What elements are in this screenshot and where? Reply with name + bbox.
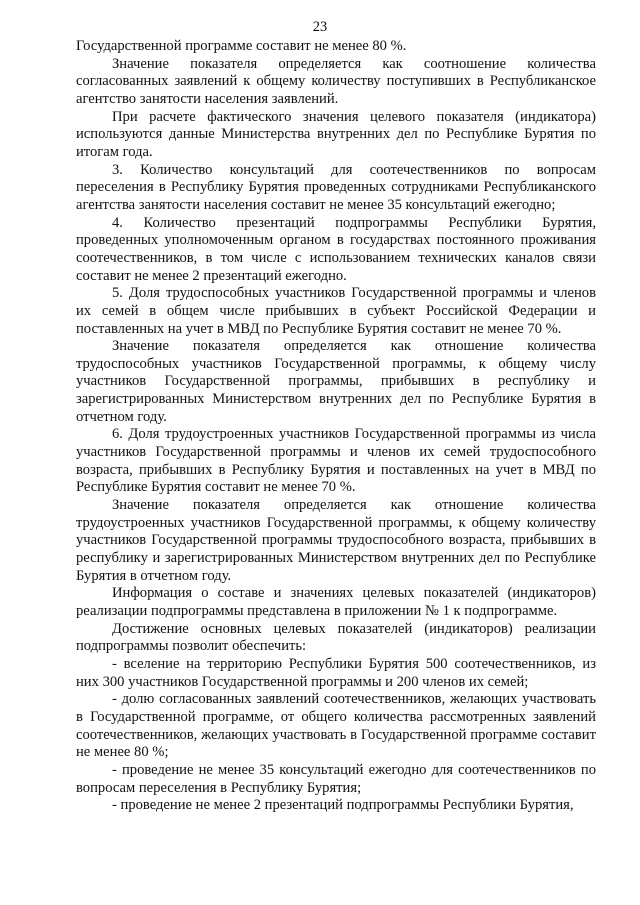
paragraph-item-5-definition: Значение показателя определяется как отношение количества трудоспособных участников Государственной программы, к общему числу участников Государственной программы, прибывших в республику и зарегистрированных Министерством внутренних дел по Республике Бурятия в отчетном году. (76, 338, 596, 425)
paragraph-item-4: 4. Количество презентаций подпрограммы Республики Бурятия, проведенных уполномоченным органом в государствах постоянного проживания соотечественников, в том числе с использованием технических каналов связи составит не менее 2 презентаций ежегодно. (76, 214, 596, 284)
list-item-approved-applications: - долю согласованных заявлений соотечественников, желающих участвовать в Государственной программе, от общего количества рассмотренных заявлений соотечественников, желающих участвовать в Государственной программе составит не менее 80 %; (76, 691, 596, 761)
list-item-presentations: - проведение не менее 2 презентаций подпрограммы Республики Бурятия, (112, 797, 574, 814)
paragraph-item-6-definition: Значение показателя определяется как отношение количества трудоустроенных участников Государственной программы, к общему количеству участников Государственной программы трудоспособного возраста, прибывших в республику и зарегистрированных Министерством внутренних дел по Республике Бурятия в отчетном году. (76, 497, 596, 584)
paragraph-indicator-definition: Значение показателя определяется как соотношение количества согласованных заявлений к общему количеству поступивших в Республиканское агентство занятости населения заявлений. (76, 55, 596, 107)
list-item-consultations: - проведение не менее 35 консультаций ежегодно для соотечественников по вопросам переселения в Республику Бурятия; (76, 761, 596, 796)
paragraph-item-6: 6. Доля трудоустроенных участников Государственной программы из числа участников Государственной программы и членов их семей трудоспособного возраста, прибывших в Республику Бурятия и поставленных на учет в МВД по Республике Бурятия составит не менее 70 %. (76, 426, 596, 496)
document-body (76, 38, 596, 815)
paragraph-item-5: 5. Доля трудоспособных участников Государственной программы и членов их семей в общем числе прибывших в субъект Российской Федерации и поставленных на учет в МВД по Республике Бурятия составит не менее 70 %. (76, 285, 596, 337)
paragraph-continuation: Государственной программе составит не менее 80 %. (76, 38, 407, 54)
page-number: 23 (312, 19, 328, 35)
paragraph-achievement-intro: Достижение основных целевых показателей (индикаторов) реализации подпрограммы позволит обеспечить: (76, 620, 596, 655)
paragraph-item-3: 3. Количество консультаций для соотечественников по вопросам переселения в Республику Бурятия проведенных сотрудниками Республиканского агентства занятости населения составит не менее 35 консультаций ежегодно; (76, 161, 596, 213)
paragraph-appendix-reference: Информация о составе и значениях целевых показателей (индикаторов) реализации подпрограммы представлена в приложении № 1 к подпрограмме. (76, 585, 596, 619)
paragraph-calculation-source: При расчете фактического значения целевого показателя (индикатора) используются данные Министерства внутренних дел по Республике Бурятия по итогам года. (76, 108, 596, 160)
list-item-resettlement: - вселение на территорию Республики Бурятия 500 соотечественников, из них 300 участников Государственной программы и 200 членов их семей; (76, 655, 596, 690)
